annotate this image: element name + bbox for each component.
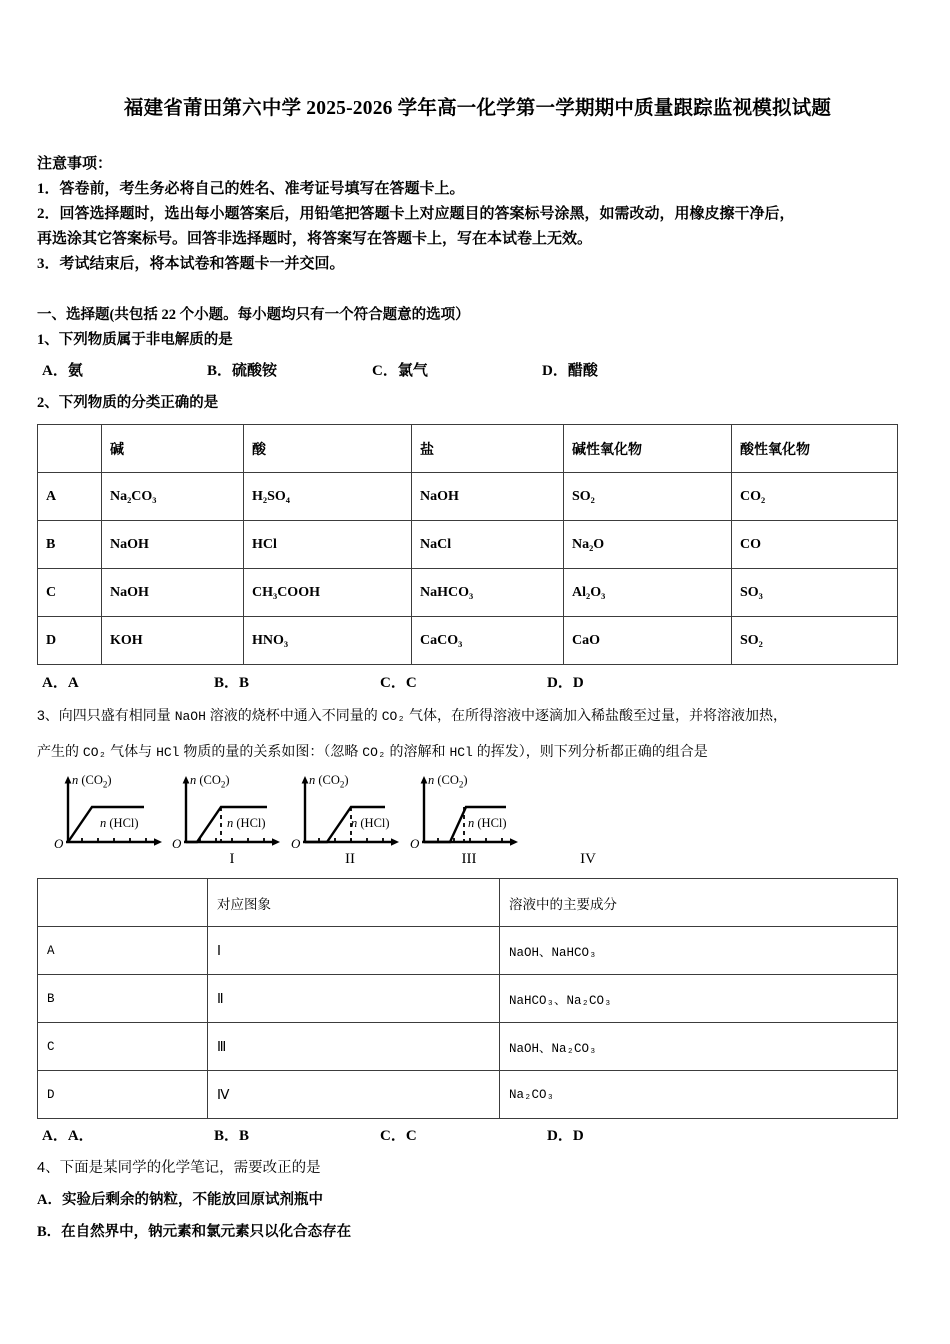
t2-head-blank	[38, 879, 208, 927]
question-2-option-d[interactable]: D．D	[547, 675, 584, 691]
question-3-option-c[interactable]: C．C	[380, 1128, 417, 1144]
graph-III-svg	[289, 776, 409, 852]
t1-row-d-salt: CaCO₃	[412, 617, 564, 665]
graph-III	[289, 773, 477, 868]
question-1-option-b[interactable]: B．硫酸铵	[207, 363, 278, 379]
t1-row-d-label: D	[38, 617, 102, 665]
q3-l1-seg1: 3、向四只盛有相同量	[37, 707, 175, 723]
graph-II-svg	[170, 776, 290, 852]
graph-IV	[408, 773, 596, 868]
graph-I	[52, 773, 235, 868]
question-2-classification-table	[37, 424, 898, 665]
q3-l1-naoh: NaOH	[174, 709, 206, 724]
note-item-1: 1．答卷前，考生务必将自己的姓名、准考证号填写在答题卡上。	[37, 181, 465, 197]
t1-row-c-acidic-oxide: SO₃	[732, 569, 898, 617]
question-3-stem-line-2	[37, 741, 708, 761]
q3-l1-seg3: 气体，在所得溶液中逐滴加入稀盐酸至过量，并将溶液加热，	[405, 707, 787, 723]
graph-IV-y-axis-label: n $(CO_2)$	[428, 773, 468, 790]
graph-IV-svg	[408, 776, 528, 852]
question-1-option-c[interactable]: C．氯气	[372, 363, 428, 379]
t1-row-d-base: KOH	[102, 617, 244, 665]
t1-row-c-basic-oxide: Al₂O₃	[564, 569, 732, 617]
t2-row-c-graph: Ⅲ	[208, 1023, 500, 1071]
q3-l2-seg1: 产生的	[37, 743, 83, 759]
table-row	[38, 617, 898, 665]
note-item-2-line-1: 2．回答选择题时，选出每小题答案后，用铅笔把答题卡上对应题目的答案标号涂黑，如需改动，用橡皮擦干净后，	[37, 206, 795, 222]
table-row	[38, 975, 898, 1023]
t1-row-a-salt: NaOH	[412, 473, 564, 521]
graph-IV-caption: IV	[580, 851, 596, 867]
graph-I-y-axis-label: n $(CO_2)$	[72, 773, 112, 790]
question-4-option-b[interactable]: B．在自然界中，钠元素和氯元素只以化合态存在	[37, 1224, 352, 1240]
notes-heading: 注意事项：	[37, 156, 113, 172]
t1-row-c-label: C	[38, 569, 102, 617]
t1-row-a-label: A	[38, 473, 102, 521]
q3-l2-co2-a: CO₂	[82, 745, 107, 760]
t2-row-d-label: D	[38, 1071, 208, 1119]
t1-row-a-acidic-oxide: CO₂	[732, 473, 898, 521]
q3-l2-co2-b: CO₂	[362, 745, 386, 760]
table-header-row	[38, 425, 898, 473]
t1-head-salt: 盐	[412, 425, 564, 473]
t1-row-b-base: NaOH	[102, 521, 244, 569]
t1-head-blank	[38, 425, 102, 473]
t1-row-b-label: B	[38, 521, 102, 569]
q3-l2-hcl-b: HCl	[449, 745, 473, 760]
graph-III-y-axis-label: n $(CO_2)$	[309, 773, 349, 790]
note-item-2-line-2: 再选涂其它答案标号。回答非选择题时，将答案写在答题卡上，写在本试卷上无效。	[37, 231, 593, 247]
table-row	[38, 569, 898, 617]
question-3-stem-line-1	[37, 705, 787, 725]
table-row	[38, 1023, 898, 1071]
t1-head-base: 碱	[102, 425, 244, 473]
q3-l2-seg4: 的溶解和	[385, 743, 450, 759]
question-3-graph-set	[52, 773, 596, 868]
t1-head-acid: 酸	[244, 425, 412, 473]
t2-row-b-components: NaHCO₃、Na₂CO₃	[500, 975, 898, 1023]
graph-III-origin-label: O	[291, 836, 301, 851]
t2-row-a-components: NaOH、NaHCO₃	[500, 927, 898, 975]
t2-row-d-components: Na₂CO₃	[500, 1071, 898, 1119]
question-3-analysis-table	[37, 878, 898, 1119]
t2-row-b-label: B	[38, 975, 208, 1023]
t1-head-basic-oxide: 碱性氧化物	[564, 425, 732, 473]
question-1-option-a[interactable]: A．氨	[42, 363, 83, 379]
t2-head-graph: 对应图象	[208, 879, 500, 927]
t1-row-a-basic-oxide: SO₂	[564, 473, 732, 521]
note-item-3: 3．考试结束后，将本试卷和答题卡一并交回。	[37, 256, 345, 272]
question-2-stem: 2、下列物质的分类正确的是	[37, 395, 219, 411]
graph-II-y-axis-label: n $(CO_2)$	[190, 773, 230, 790]
q3-l2-seg2: 气体与	[106, 743, 157, 759]
graph-I-svg	[52, 776, 172, 852]
section-heading-multiple-choice: 一、选择题(共包括 22 个小题。每小题均只有一个符合题意的选项）	[37, 307, 470, 323]
q3-l2-seg5: 的挥发），则下列分析都正确的组合是	[472, 743, 708, 759]
t2-row-b-graph: Ⅱ	[208, 975, 500, 1023]
t1-head-acidic-oxide: 酸性氧化物	[732, 425, 898, 473]
question-2-option-b[interactable]: B．B	[214, 675, 250, 691]
question-3-option-d[interactable]: D．D	[547, 1128, 584, 1144]
t1-row-b-basic-oxide: Na₂O	[564, 521, 732, 569]
question-2-option-a[interactable]: A．A	[42, 675, 79, 691]
question-4-stem: 4、下面是某同学的化学笔记，需要改正的是	[37, 1160, 321, 1176]
t1-row-c-acid: CH₃COOH	[244, 569, 412, 617]
t1-row-d-acidic-oxide: SO₂	[732, 617, 898, 665]
graph-II-caption: II	[345, 851, 355, 867]
t1-row-c-base: NaOH	[102, 569, 244, 617]
question-2-option-c[interactable]: C．C	[380, 675, 417, 691]
graph-I-x-axis-label: n (HCl)	[100, 816, 139, 830]
graph-II-origin-label: O	[172, 836, 182, 851]
graph-I-origin-label: O	[54, 836, 64, 851]
page-title: 福建省莆田第六中学 2025-2026 学年高一化学第一学期期中质量跟踪监视模拟试题	[123, 98, 832, 119]
t2-row-a-graph: Ⅰ	[208, 927, 500, 975]
table-row	[38, 1071, 898, 1119]
question-1-option-d[interactable]: D．醋酸	[542, 363, 598, 379]
t2-row-c-components: NaOH、Na₂CO₃	[500, 1023, 898, 1071]
graph-III-caption: III	[461, 851, 477, 867]
q3-l2-hcl-a: HCl	[156, 745, 180, 760]
table-row	[38, 927, 898, 975]
graph-II	[170, 773, 355, 868]
t1-row-b-salt: NaCl	[412, 521, 564, 569]
table-header-row	[38, 879, 898, 927]
question-3-option-a[interactable]: A．A．	[42, 1128, 94, 1144]
t1-row-a-acid: H₂SO₄	[244, 473, 412, 521]
table-row	[38, 473, 898, 521]
graph-IV-x-axis-label: n (HCl)	[468, 816, 507, 830]
t2-row-a-label: A	[38, 927, 208, 975]
graph-IV-origin-label: O	[410, 836, 420, 851]
graph-III-x-axis-label: n (HCl)	[351, 816, 390, 830]
q3-l2-seg3: 物质的量的关系如图：（忽略	[179, 743, 363, 759]
t1-row-a-base: Na₂CO₃	[102, 473, 244, 521]
t1-row-d-basic-oxide: CaO	[564, 617, 732, 665]
t1-row-c-salt: NaHCO₃	[412, 569, 564, 617]
t2-head-components: 溶液中的主要成分	[500, 879, 898, 927]
t1-row-b-acidic-oxide: CO	[732, 521, 898, 569]
question-1-stem: 1、下列物质属于非电解质的是	[37, 332, 233, 348]
q3-l1-co2: CO₂	[381, 709, 406, 724]
question-4-option-a[interactable]: A．实验后剩余的钠粒，不能放回原试剂瓶中	[37, 1192, 323, 1208]
t1-row-b-acid: HCl	[244, 521, 412, 569]
question-3-option-b[interactable]: B．B	[214, 1128, 250, 1144]
graph-I-caption: I	[229, 851, 235, 867]
t2-row-c-label: C	[38, 1023, 208, 1071]
t2-row-d-graph: Ⅳ	[208, 1071, 500, 1119]
t1-row-d-acid: HNO₃	[244, 617, 412, 665]
q3-l1-seg2: 溶液的烧杯中通入不同量的	[205, 707, 382, 723]
graph-II-x-axis-label: n (HCl)	[227, 816, 266, 830]
table-row	[38, 521, 898, 569]
